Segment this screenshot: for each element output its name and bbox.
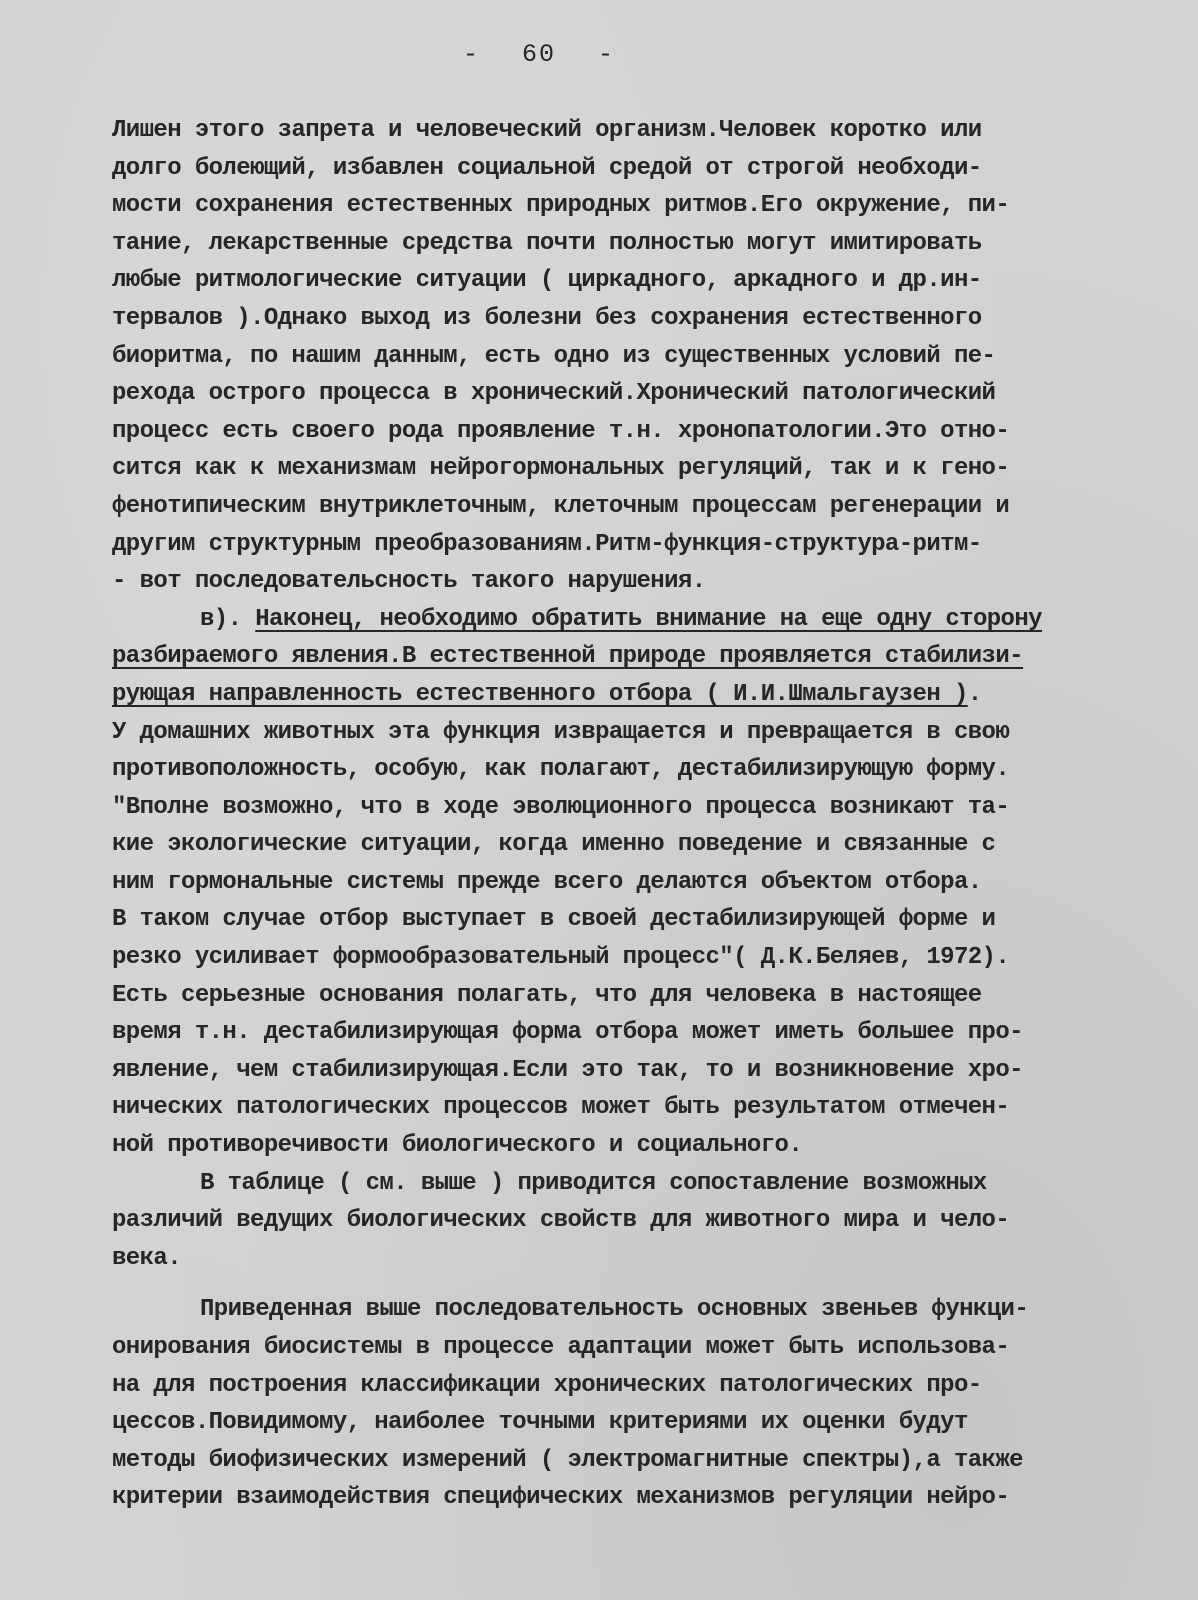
text-line [112, 338, 1122, 376]
text-line [112, 714, 1122, 752]
line-text: время т.н. дестабилизирующая форма отбора может иметь большее про- [112, 1019, 1023, 1047]
text-line [112, 676, 1122, 714]
underlined-text: Наконец, необходимо обратить внимание на еще одну сторону [255, 605, 1042, 633]
line-text: методы биофизических измерений ( электромагнитные спектры),а также [112, 1446, 1023, 1474]
line-text: - вот последовательсность такого нарушения. [112, 568, 706, 596]
paragraph-gap [112, 1277, 1122, 1291]
underlined-text: разбираемого явления.В естественной природе проявляется стабилизи- [112, 643, 1023, 671]
text-line [112, 563, 1122, 601]
text-line [112, 225, 1122, 263]
line-text: фенотипическим внутриклеточным, клеточным процессам регенерации и [112, 492, 1010, 520]
line-text: Есть серьезные основания полагать, что для человека в настоящее [112, 981, 982, 1009]
page-number-dash-right: - [598, 40, 616, 69]
text-line [112, 601, 1122, 639]
text-line [112, 638, 1122, 676]
text-line [112, 413, 1122, 451]
text-line [112, 939, 1122, 977]
text-line [112, 1127, 1122, 1165]
line-text: биоритма, по нашим данным, есть одно из существенных условий пе- [112, 342, 996, 370]
text-line [112, 1165, 1122, 1203]
page-number-header [0, 40, 1138, 69]
line-text: критерии взаимодействия специфических механизмов регуляции нейро- [112, 1484, 1010, 1512]
text-line [112, 300, 1122, 338]
line-text: другим структурным преобразованиям.Ритм-функция-структура-ритм- [112, 530, 982, 558]
line-suffix: . [967, 680, 982, 708]
text-line [112, 901, 1122, 939]
line-text: "Вполне возможно, что в ходе эволюционного процесса возникают та- [112, 793, 1010, 821]
text-line [112, 526, 1122, 564]
line-text: различий ведущих биологических свойств для животного мира и чело- [112, 1207, 1010, 1235]
line-text: Приведенная выше последовательность основных звеньев функци- [200, 1296, 1029, 1324]
text-line [112, 1089, 1122, 1127]
line-text: любые ритмологические ситуации ( циркадного, аркадного и др.ин- [112, 267, 982, 295]
line-text: противоположность, особую, как полагают, дестабилизирующую форму. [112, 756, 1010, 784]
line-text: сится как к механизмам нейрогормональных регуляций, так и к гено- [112, 455, 1010, 483]
line-text: тервалов ).Однако выход из болезни без сохранения естественного [112, 304, 982, 332]
text-line [112, 1479, 1122, 1517]
line-text: У домашних животных эта функция извращается и превращается в свою [112, 718, 1010, 746]
text-line [112, 1404, 1122, 1442]
line-text: резко усиливает формообразовательный процесс"( Д.К.Беляев, 1972). [112, 944, 1010, 972]
text-line [112, 1367, 1122, 1405]
text-line [112, 751, 1122, 789]
page-number-dash-left: - [462, 40, 480, 69]
text-line [112, 150, 1122, 188]
line-text: рехода острого процесса в хронический.Хронический патологический [112, 380, 996, 408]
line-text: В таком случае отбор выступает в своей дестабилизирующей форме и [112, 906, 996, 934]
line-text: цессов.Повидимому, наиболее точными критериями их оценки будут [112, 1409, 968, 1437]
text-line [112, 112, 1122, 150]
line-text: ним гормональные системы прежде всего делаются объектом отбора. [112, 868, 982, 896]
line-text: онирования биосистемы в процессе адаптации может быть использова- [112, 1334, 1010, 1361]
line-text: процесс есть своего рода проявление т.н. хронопатологии.Это отно- [112, 417, 1010, 445]
text-line [112, 1291, 1122, 1329]
text-line [112, 450, 1122, 488]
line-text: долго болеющий, избавлен социальной средой от строгой необходи- [112, 154, 982, 182]
line-text: нических патологических процессов может быть результатом отмечен- [112, 1094, 1010, 1122]
text-line [112, 1014, 1122, 1052]
text-line [112, 488, 1122, 526]
text-line [112, 1202, 1122, 1240]
text-line [112, 1329, 1122, 1367]
text-line [112, 262, 1122, 300]
list-marker: в). [200, 605, 256, 633]
line-text: века. [112, 1244, 182, 1272]
text-line [112, 1240, 1122, 1278]
line-text: Лишен этого запрета и человеческий организм.Человек коротко или [112, 117, 982, 144]
text-line [112, 864, 1122, 902]
body-text [112, 112, 1122, 1517]
text-line [112, 1442, 1122, 1480]
text-line [112, 789, 1122, 827]
text-line [112, 375, 1122, 413]
text-line [112, 826, 1122, 864]
underlined-text: рующая направленность естественного отбора ( И.И.Шмальгаузен ) [112, 680, 968, 708]
line-text: мости сохранения естественных природных ритмов.Его окружение, пи- [112, 192, 1010, 220]
line-text: явление, чем стабилизирующая.Если это так, то и возникновение хро- [112, 1056, 1023, 1084]
page-number: 60 [521, 40, 556, 69]
line-text: тание, лекарственные средства почти полностью могут имитировать [112, 229, 982, 257]
text-line [112, 977, 1122, 1015]
line-text: на для построения классификации хронических патологических про- [112, 1371, 982, 1399]
line-text: ной противоречивости биологического и социального. [112, 1132, 803, 1160]
line-text: кие экологические ситуации, когда именно поведение и связанные с [112, 831, 996, 859]
line-text: В таблице ( см. выше ) приводится сопоставление возможных [200, 1169, 987, 1197]
text-line [112, 1052, 1122, 1090]
text-line [112, 187, 1122, 225]
